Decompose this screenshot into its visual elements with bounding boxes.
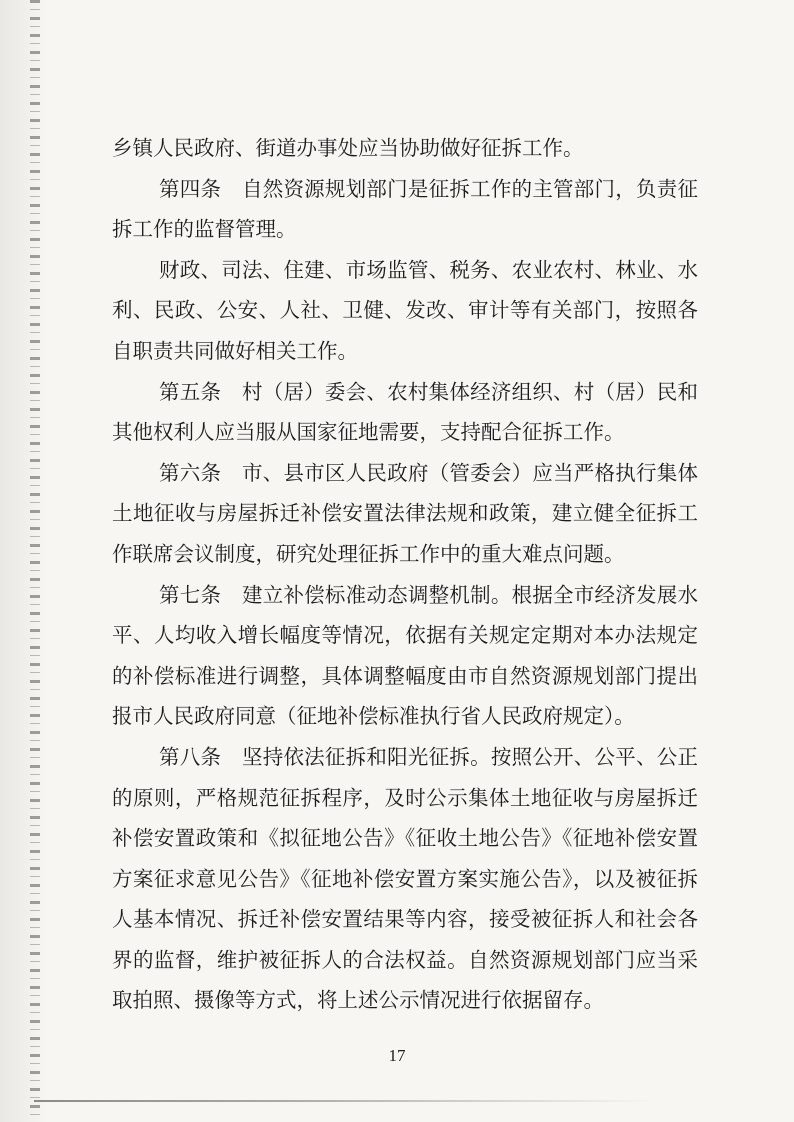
text-line: 人基本情况、拆迁补偿安置结果等内容，接受被征拆人和社会各	[112, 907, 698, 932]
text-line: 第八条 坚持依法征拆和阳光征拆。按照公开、公平、公正	[159, 744, 698, 769]
text-line: 补偿安置政策和《拟征地公告》《征收土地公告》《征地补偿安置	[112, 826, 698, 851]
text-line: 第七条 建立补偿标准动态调整机制。根据全市经济发展水	[159, 582, 698, 607]
text-line: 乡镇人民政府、街道办事处应当协助做好征拆工作。	[112, 136, 584, 160]
text-line: 第五条 村（居）委会、农村集体经济组织、村（居）民和	[159, 379, 698, 404]
text-line: 第四条 自然资源规划部门是征拆工作的主管部门，负责征	[159, 176, 698, 201]
text-line: 第六条 市、县市区人民政府（管委会）应当严格执行集体	[159, 460, 698, 485]
document-body	[112, 128, 698, 1021]
text-line: 界的监督，维护被征拆人的合法权益。自然资源规划部门应当采	[112, 947, 698, 972]
text-line: 财政、司法、住建、市场监管、税务、农业农村、林业、水	[159, 257, 698, 282]
text-line: 的原则，严格规范征拆程序，及时公示集体土地征收与房屋拆迁	[112, 785, 698, 810]
text-line: 方案征求意见公告》《征地补偿安置方案实施公告》，以及被征拆	[112, 866, 698, 891]
binding-shadow	[0, 0, 48, 1122]
text-line: 作联席会议制度，研究处理征拆工作中的重大难点问题。	[112, 541, 625, 566]
page-number: 17	[388, 1046, 406, 1065]
bottom-edge-mark	[34, 1100, 654, 1102]
text-line: 其他权利人应当服从国家征地需要，支持配合征拆工作。	[112, 420, 625, 445]
text-line: 取拍照、摄像等方式，将上述公示情况进行依据留存。	[112, 988, 604, 1013]
text-line: 报市人民政府同意（征地补偿标准执行省人民政府规定）。	[112, 704, 635, 729]
text-line: 平、人均收入增长幅度等情况，依据有关规定定期对本办法规定	[112, 623, 698, 648]
text-line: 的补偿标准进行调整，具体调整幅度由市自然资源规划部门提出	[112, 663, 698, 688]
text-line: 拆工作的监督管理。	[112, 217, 297, 242]
text-line: 土地征收与房屋拆迁补偿安置法律法规和政策，建立健全征拆工	[112, 501, 698, 526]
text-line: 自职责共同做好相关工作。	[112, 338, 358, 363]
binding-edge	[30, 0, 40, 1122]
text-line: 利、民政、公安、人社、卫健、发改、审计等有关部门，按照各	[112, 298, 698, 323]
